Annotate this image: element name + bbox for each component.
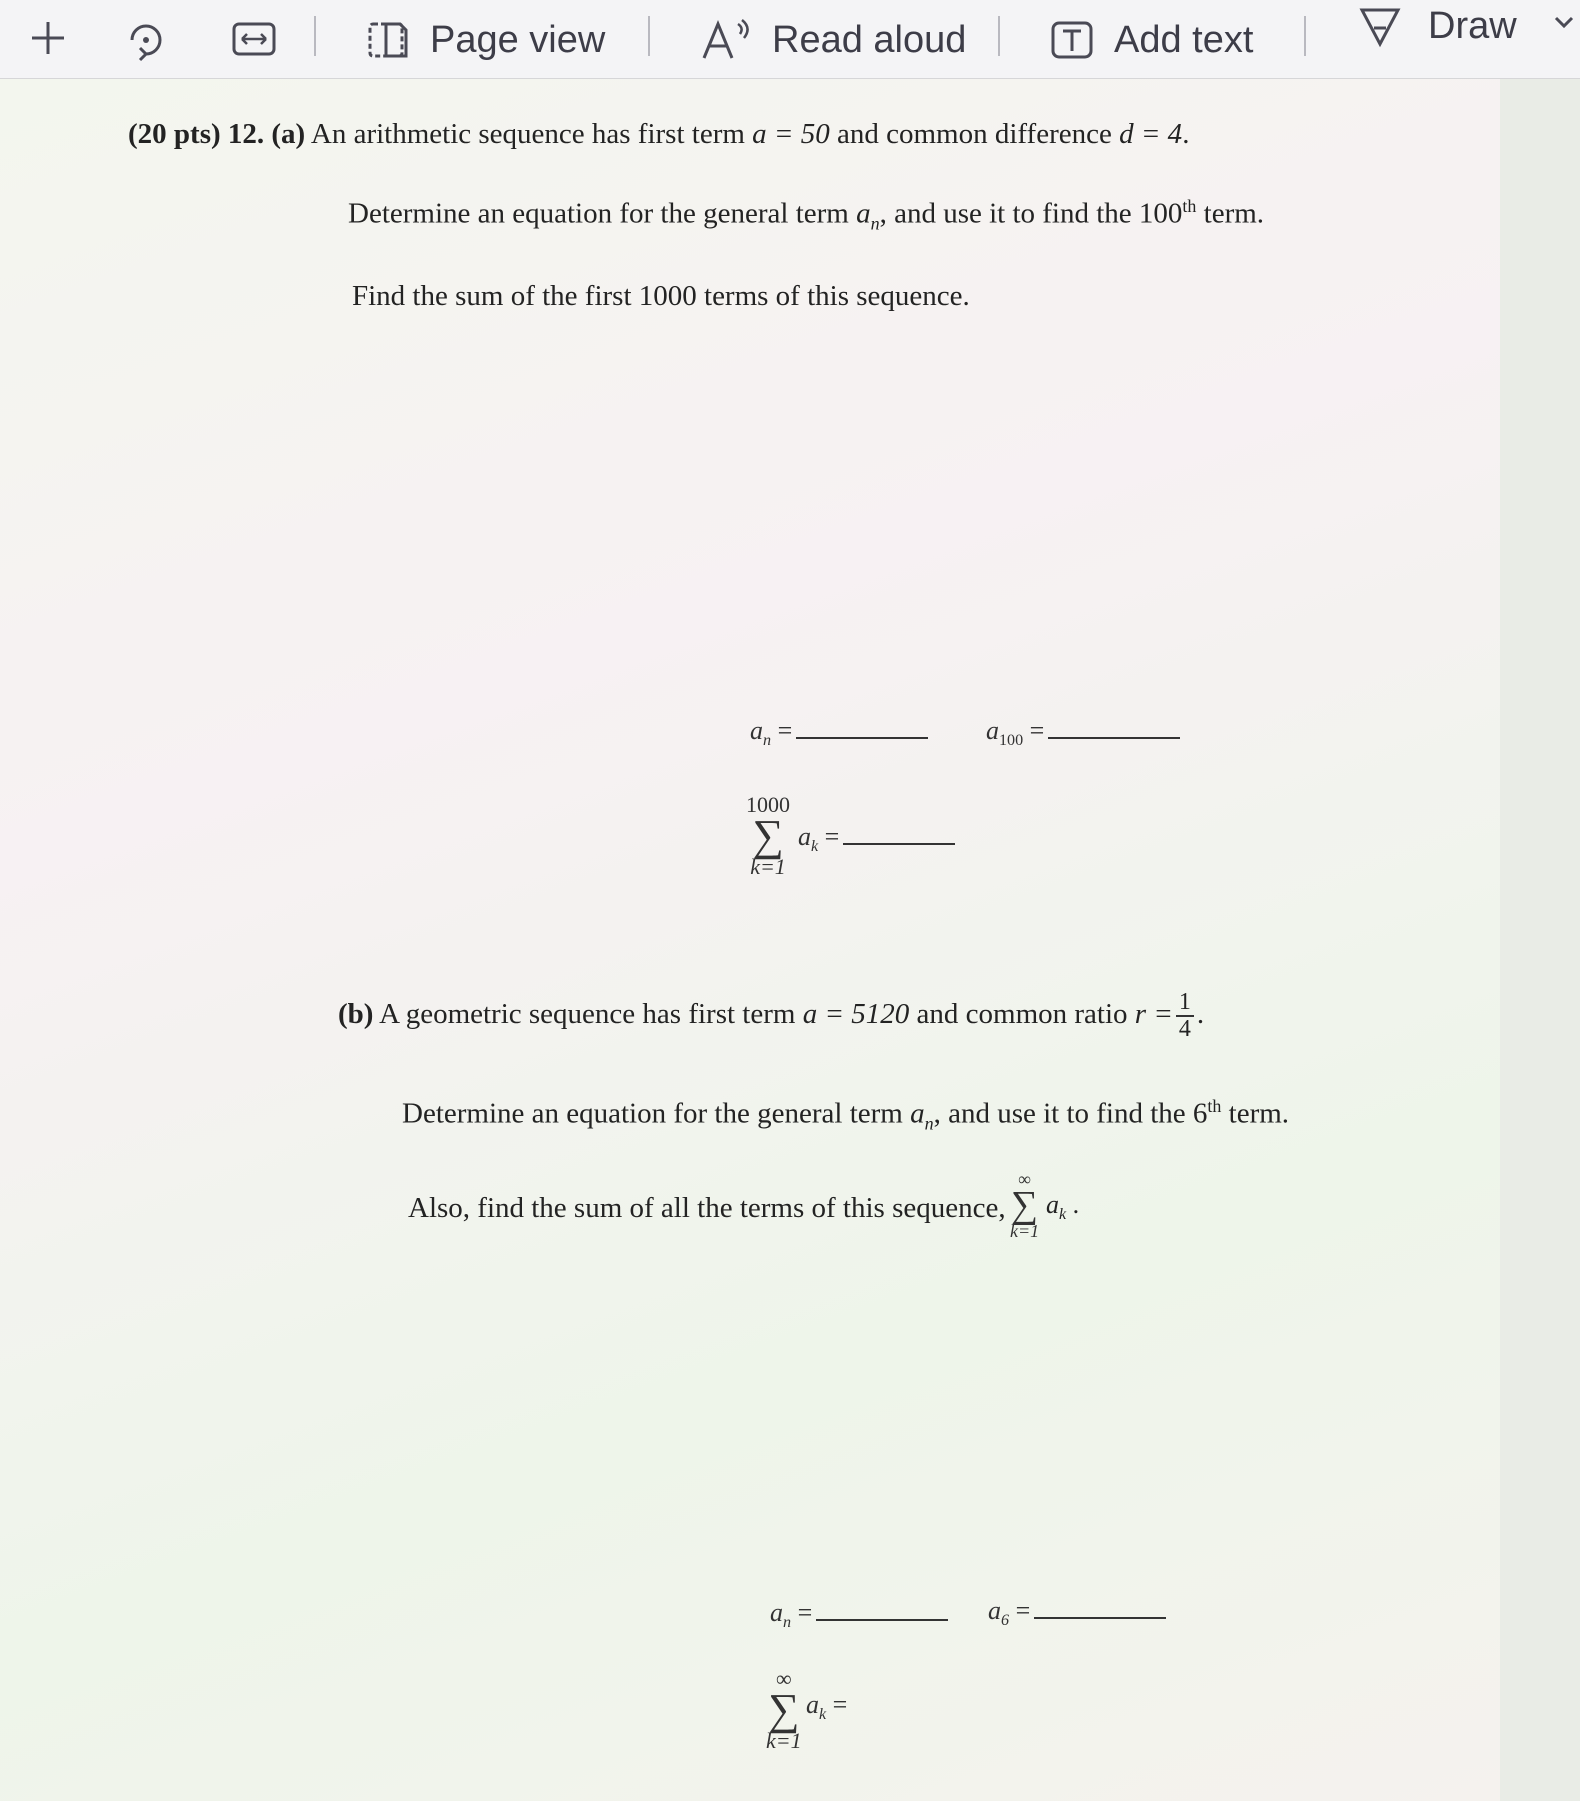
question-b-line3: Also, find the sum of all the terms of this sequence, xyxy=(408,1192,1006,1224)
question-a-line1: (20 pts) 12. (a) An arithmetic sequence has first term a = 50 and common difference d = 4. xyxy=(128,118,1190,150)
answer-blank[interactable] xyxy=(816,1619,948,1621)
answer-blank[interactable] xyxy=(1048,737,1180,739)
read-aloud-icon xyxy=(700,18,752,62)
inline-term: $a_k$ . xyxy=(1046,1190,1080,1224)
common-difference-value: d = 4 xyxy=(1119,118,1183,150)
fit-width-button[interactable] xyxy=(232,22,276,56)
rotate-button[interactable] xyxy=(124,18,168,62)
question-b-line2: Determine an equation for the general term $a_n$, and use it to find the 6th term. xyxy=(402,1096,1290,1134)
page-view-label: Page view xyxy=(430,18,606,61)
question-a-line3: Find the sum of the first 1000 terms of this sequence. xyxy=(352,280,970,312)
answer-b-a6[interactable]: $a_6$ = xyxy=(988,1596,1166,1630)
toolbar-separator xyxy=(998,16,1000,56)
draw-icon xyxy=(1358,4,1402,48)
summation-a: 1000 ∑ k=1 xyxy=(746,792,790,879)
toolbar-separator xyxy=(314,16,316,56)
page-margin xyxy=(1500,79,1580,1801)
summation-b: ∞ ∑ k=1 xyxy=(766,1666,802,1753)
answer-a-an[interactable]: $a_n$ = xyxy=(750,716,928,750)
sigma-symbol: ∑ xyxy=(752,811,784,860)
answer-b-an[interactable]: $a_n$ = xyxy=(770,1598,948,1632)
add-text-icon xyxy=(1050,18,1094,62)
question-a-line2: Determine an equation for the general term $a_n$, and use it to find the 100th term. xyxy=(348,196,1265,234)
read-aloud-button[interactable] xyxy=(700,18,966,62)
add-text-button[interactable] xyxy=(1050,18,1253,62)
first-term-value: a = 50 xyxy=(752,118,830,150)
sigma-symbol: ∑ xyxy=(768,1685,800,1734)
draw-button[interactable] xyxy=(1358,4,1517,48)
page-view-button[interactable] xyxy=(366,18,605,62)
answer-blank[interactable] xyxy=(796,737,928,739)
answer-blank[interactable] xyxy=(843,843,955,845)
draw-label: Draw xyxy=(1428,4,1517,47)
fit-width-icon xyxy=(232,22,276,56)
add-button[interactable] xyxy=(28,18,68,58)
geometric-first-term: a = 5120 xyxy=(802,997,910,1030)
question-b-line1: (b) A geometric sequence has first term a = 5120 and common ratio r = $\frac{1}{4}$ . xyxy=(338,989,1205,1043)
plus-icon xyxy=(28,18,68,58)
answer-a-a100[interactable]: $a_{100}$ = xyxy=(986,716,1180,750)
summation-b-inline: ∞ ∑ k=1 xyxy=(1010,1169,1040,1242)
draw-options-button[interactable] xyxy=(1552,10,1576,34)
add-text-label: Add text xyxy=(1114,18,1254,61)
toolbar-separator xyxy=(1304,16,1306,56)
answer-a-sum[interactable]: $a_k$ = xyxy=(798,822,955,856)
common-ratio-fraction: $\frac{1}{4}$ xyxy=(1176,990,1194,1042)
sigma-symbol: ∑ xyxy=(1011,1184,1039,1226)
toolbar-separator xyxy=(648,16,650,56)
question-points: (20 pts) 12. xyxy=(128,118,265,150)
part-a-label: (a) xyxy=(271,118,306,150)
part-b-label: (b) xyxy=(338,997,374,1030)
rotate-icon xyxy=(124,18,168,62)
chevron-down-icon xyxy=(1552,10,1576,34)
pdf-toolbar xyxy=(0,0,1580,79)
page-view-icon xyxy=(366,18,410,62)
read-aloud-label: Read aloud xyxy=(772,18,967,61)
document-page xyxy=(0,79,1500,1801)
answer-blank[interactable] xyxy=(1034,1617,1166,1619)
answer-b-sum[interactable]: $a_k$ = xyxy=(806,1690,848,1724)
